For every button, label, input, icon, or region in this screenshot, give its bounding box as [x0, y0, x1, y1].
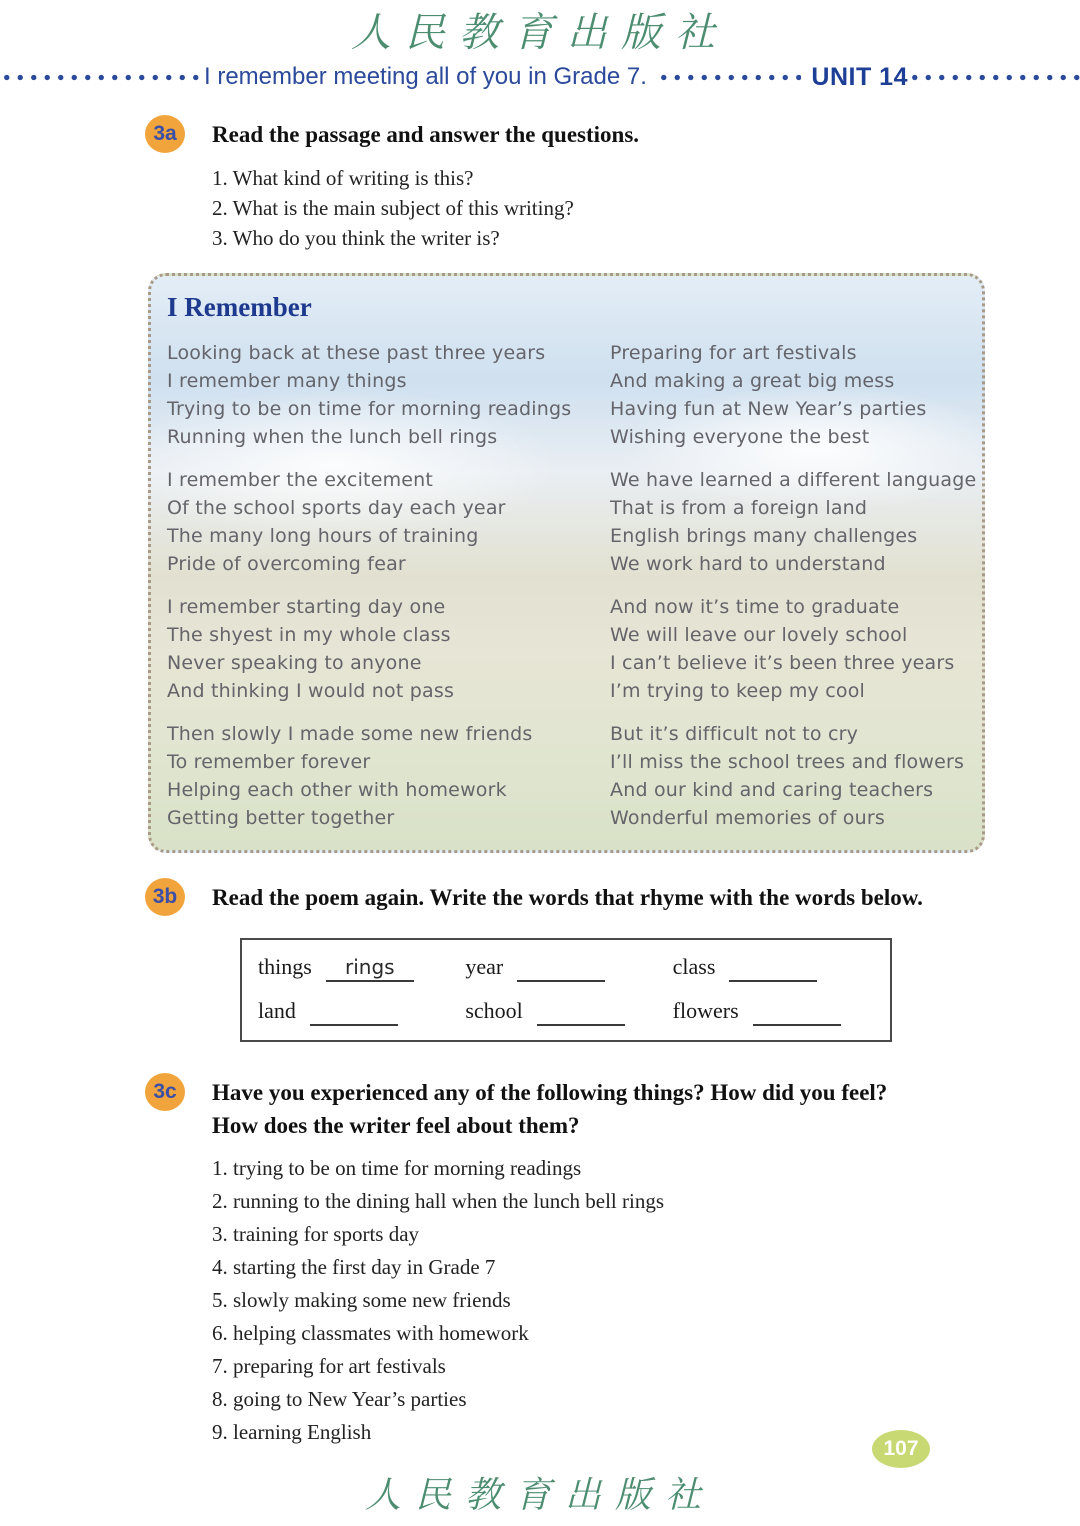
poem-line: Getting better together [167, 807, 395, 829]
answer-blank-class [729, 956, 817, 982]
poem-stanza [167, 466, 610, 578]
list-item: 8. going to New Year’s parties [212, 1387, 467, 1411]
section-3c-items [212, 1152, 985, 1449]
section-3b-heading: Read the poem again. Write the words that rhyme with the words below. [212, 885, 923, 910]
list-item: 3. training for sports day [212, 1222, 420, 1246]
answer-blank-land [310, 1000, 398, 1026]
poem-line: Looking back at these past three years [167, 342, 546, 364]
list-item: 1. trying to be on time for morning readings [212, 1156, 582, 1180]
question-3: 3. Who do you think the writer is? [212, 226, 500, 250]
poem-line: The shyest in my whole class [167, 624, 451, 646]
section-3c-header [145, 1072, 985, 1142]
poem-title: I Remember [167, 292, 312, 322]
dotted-rule-right [908, 73, 1080, 82]
poem-line: And our kind and caring teachers [610, 779, 934, 801]
poem-left-column [167, 339, 610, 832]
poem-line: Helping each other with homework [167, 779, 507, 801]
poem-line: I can’t believe it’s been three years [610, 652, 955, 674]
poem-stanza [610, 593, 976, 705]
section-3c-heading-line1: Have you experienced any of the following things? How did you feel? [212, 1080, 888, 1105]
poem-line: I remember the excitement [167, 469, 434, 491]
rhyme-word: flowers [672, 998, 739, 1023]
poem-stanza [167, 593, 610, 705]
poem-line: Of the school sports day each year [167, 497, 506, 519]
poem-line: The many long hours of training [167, 525, 479, 547]
poem-line: Having fun at New Year’s parties [610, 398, 927, 420]
poem-line: We work hard to understand [610, 553, 886, 575]
rhyme-word: class [672, 954, 716, 979]
page-number-badge: 107 [872, 1430, 930, 1468]
page-content [0, 94, 1080, 1449]
poem-line: And making a great big mess [610, 370, 895, 392]
section-3a-header [145, 114, 985, 153]
dotted-rule-middle [657, 73, 802, 82]
poem-line: And now it’s time to graduate [610, 596, 900, 618]
list-item: 5. slowly making some new friends [212, 1288, 511, 1312]
rhyme-word: school [465, 998, 523, 1023]
dotted-rule-left [0, 73, 202, 82]
section-3b-badge: 3b [145, 878, 185, 916]
poem-line: I remember many things [167, 370, 407, 392]
poem-line: I’ll miss the school trees and flowers [610, 751, 965, 773]
list-item: 6. helping classmates with homework [212, 1321, 529, 1345]
answer-blank-flowers [753, 1000, 841, 1026]
poem-stanza [610, 720, 976, 832]
section-3a-questions [212, 163, 985, 253]
section-3c-heading [212, 1072, 887, 1142]
rhyme-word: things [258, 954, 312, 979]
page-header [0, 60, 1080, 94]
rhyme-cell-year [465, 952, 662, 982]
poem-line: Never speaking to anyone [167, 652, 422, 674]
poem-line: I’m trying to keep my cool [610, 680, 866, 702]
poem-line: Running when the lunch bell rings [167, 426, 498, 448]
rhyme-cell-school [465, 996, 662, 1026]
poem-line: But it’s difficult not to cry [610, 723, 859, 745]
poem-line: And thinking I would not pass [167, 680, 455, 702]
rhyme-word: land [258, 998, 296, 1023]
rhyme-cell-class [673, 952, 870, 982]
poem-stanza [167, 339, 610, 451]
list-item: 9. learning English [212, 1420, 372, 1444]
poem-line: Preparing for art festivals [610, 342, 857, 364]
rhyme-word: year [465, 954, 504, 979]
poem-columns [167, 339, 977, 832]
poem-stanza [610, 466, 976, 578]
section-3c-badge: 3c [145, 1073, 185, 1111]
poem-stanza [610, 339, 976, 451]
unit-label: UNIT 14 [811, 62, 908, 91]
rhyme-cell-land [258, 996, 455, 1026]
rhyme-words-box [240, 938, 892, 1042]
rhyme-cell-things [258, 952, 455, 982]
section-3a-heading: Read the passage and answer the questions. [212, 122, 640, 147]
poem-line: Wishing everyone the best [610, 426, 870, 448]
poem-line: To remember forever [167, 751, 371, 773]
answer-blank-year [517, 956, 605, 982]
answer-blank-school [537, 1000, 625, 1026]
section-3b-header [145, 877, 985, 916]
section-3c-heading-line2: How does the writer feel about them? [212, 1113, 580, 1138]
poem-line: We will leave our lovely school [610, 624, 908, 646]
poem-line: That is from a foreign land [610, 497, 868, 519]
question-2: 2. What is the main subject of this writing? [212, 196, 574, 220]
poem-line: I remember starting day one [167, 596, 446, 618]
poem-box [148, 273, 985, 853]
list-item: 4. starting the first day in Grade 7 [212, 1255, 496, 1279]
question-1: 1. What kind of writing is this? [212, 166, 474, 190]
poem-line: We have learned a different language [610, 469, 977, 491]
answer-blank-things: rings [326, 954, 414, 982]
list-item: 2. running to the dining hall when the lunch bell rings [212, 1189, 665, 1213]
publisher-logo-top: 人民教育出版社 [351, 10, 729, 56]
poem-line: Trying to be on time for morning readings [167, 398, 572, 420]
poem-line: Wonderful memories of ours [610, 807, 885, 829]
publisher-logo-bottom: 人民教育出版社 [364, 1475, 715, 1516]
poem-line: Pride of overcoming fear [167, 553, 406, 575]
list-item: 7. preparing for art festivals [212, 1354, 446, 1378]
poem-right-column [610, 339, 976, 832]
poem-line: Then slowly I made some new friends [167, 723, 533, 745]
poem-line: English brings many challenges [610, 525, 918, 547]
section-3a-badge: 3a [145, 115, 185, 153]
lesson-title: I remember meeting all of you in Grade 7. [204, 63, 647, 90]
poem-stanza [167, 720, 610, 832]
rhyme-cell-flowers [673, 996, 870, 1026]
